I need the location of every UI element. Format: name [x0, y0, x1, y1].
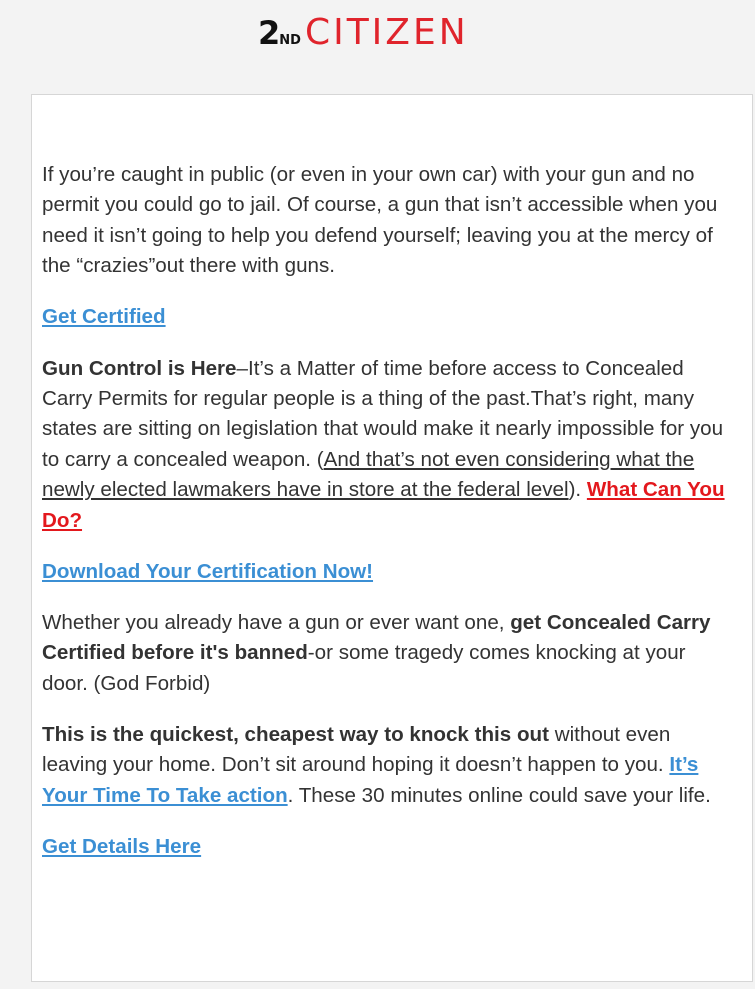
whether-text-2: -or some tragedy comes knocking at your door. (God Forbid) [42, 641, 686, 695]
quickest-bold: This is the quickest, cheapest way to knock this out [42, 723, 549, 747]
link-paragraph-1 [42, 302, 732, 332]
gun-control-close: ). [568, 478, 587, 502]
download-certification-link[interactable]: Download Your Certification Now! [42, 559, 374, 583]
logo-number: 2 [258, 14, 280, 52]
lawmakers-underlined-text: And that’s not even considering what the newly elected lawmakers have in store at the federal level [42, 447, 695, 502]
gun-control-text: –It’s a Matter of time before access to Concealed Carry Permits for regular people is a thing of the past.That’s right, many states are sitting on legislation that would make it nearly impossible for you to carry a concealed weapon. ( [42, 356, 724, 471]
email-body [42, 160, 732, 883]
intro-paragraph [42, 160, 732, 282]
brand-logo[interactable] [258, 12, 469, 52]
quickest-paragraph [42, 720, 732, 811]
quickest-text-2: . These 30 minutes online could save your life. [287, 783, 711, 807]
what-can-you-do-link[interactable]: What Can You Do? [42, 478, 725, 532]
bottom-strip [0, 982, 755, 989]
whether-paragraph [42, 608, 732, 699]
intro-text: If you’re caught in public (or even in your own car) with your gun and no permit you could go to jail. Of course, a gun that isn’t accessible when you need it isn’t going to help you defend yourself; leaving you at the mercy of the “crazies”out there with guns. [42, 163, 718, 278]
header [0, 0, 755, 94]
get-certified-link[interactable]: Get Certified [42, 305, 166, 329]
get-details-link[interactable]: Get Details Here [42, 835, 202, 859]
whether-bold: get Concealed Carry Certified before it's banned [42, 611, 711, 665]
logo-suffix: ND [279, 33, 301, 48]
take-action-link[interactable]: It’s Your Time To Take action [42, 753, 699, 807]
link-paragraph-2 [42, 557, 732, 587]
gun-control-heading: Gun Control is Here [42, 356, 237, 380]
logo-word: CITIZEN [304, 12, 469, 53]
whether-text-1: Whether you already have a gun or ever want one, [42, 611, 511, 635]
gun-control-paragraph [42, 354, 732, 536]
quickest-text-1: without even leaving your home. Don’t sit around hoping it doesn’t happen to you. [42, 723, 671, 777]
link-paragraph-3 [42, 832, 732, 862]
